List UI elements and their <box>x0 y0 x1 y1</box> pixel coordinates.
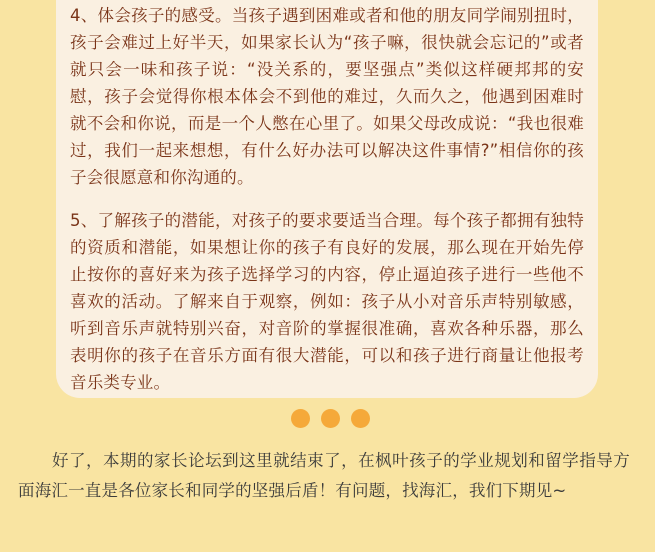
tip-paragraph-4: 4、体会孩子的感受。当孩子遇到困难或者和他的朋友同学闹别扭时，孩子会难过上好半天，如果家长认为“孩子嘛，很快就会忘记的”或者就只会一味和孩子说：“没关系的，要坚强点”类似这样硬邦邦的安慰，孩子会觉得你根本体会不到他的难过，久而久之，他遇到困难时就不会和你说，而是一个人憋在心里了。如果父母改成说：“我也很难过，我们一起来想想，有什么好办法可以解决这件事情?”相信你的孩子会很愿意和你沟通的。 <box>70 6 584 187</box>
divider-dot <box>291 409 310 428</box>
divider-dot <box>321 409 340 428</box>
closing-paragraph: 好了，本期的家长论坛到这里就结束了，在枫叶孩子的学业规划和留学指导方面海汇一直是各位家长和同学的坚强后盾！有问题，找海汇，我们下期见~ <box>18 451 630 500</box>
tip-paragraph-5: 5、了解孩子的潜能，对孩子的要求要适当合理。每个孩子都拥有独特的资质和潜能，如果想让你的孩子有良好的发展，那么现在开始先停止按你的喜好来为孩子选择学习的内容，停止逼迫孩子进行一些他不喜欢的活动。了解来自于观察，例如：孩子从小对音乐声特别敏感，听到音乐声就特别兴奋，对音阶的掌握很准确，喜欢各种乐器，那么表明你的孩子在音乐方面有很大潜能，可以和孩子进行商量让他报考音乐类专业。 <box>70 211 584 392</box>
content-card <box>56 0 598 398</box>
section-divider-dots <box>291 409 370 428</box>
divider-dot <box>351 409 370 428</box>
